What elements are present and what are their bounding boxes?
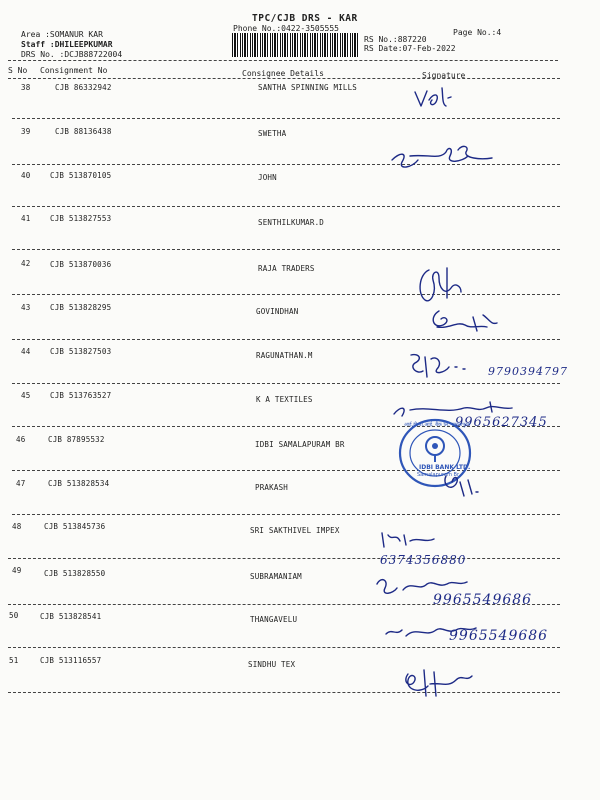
row-consignee: IDBI SAMALAPURAM BR xyxy=(255,440,345,449)
row-consignment: CJB 513763527 xyxy=(50,391,112,400)
signature-38 xyxy=(412,86,462,114)
row-consignee: SANTHA SPINNING MILLS xyxy=(258,83,358,92)
signature-51 xyxy=(400,666,490,702)
stamp-bottom-text: Samalapuram Br. xyxy=(417,472,461,478)
row-consignee: K A TEXTILES xyxy=(256,395,313,404)
col-sno: S No xyxy=(8,66,28,75)
signature-47 xyxy=(440,462,490,502)
row-consignment: CJB 513116557 xyxy=(40,656,102,665)
phone-note-50: 9965549686 xyxy=(449,628,549,644)
signature-39 xyxy=(388,140,498,176)
row-sno: 45 xyxy=(21,391,31,400)
row-divider xyxy=(12,206,560,207)
col-consignee: Consignee Details xyxy=(242,69,324,78)
signature-44 xyxy=(405,349,495,381)
row-consignee: SENTHILKUMAR.D xyxy=(258,218,325,227)
header-divider xyxy=(8,60,558,61)
row-divider xyxy=(12,514,560,515)
row-sno: 48 xyxy=(12,522,22,531)
area-field: Area :SOMANUR KAR xyxy=(21,30,103,39)
phone-note-48: 6374356880 xyxy=(380,553,467,567)
row-divider xyxy=(12,294,560,295)
row-consignee: RAJA TRADERS xyxy=(258,264,315,273)
row-sno: 39 xyxy=(21,127,31,136)
row-sno: 51 xyxy=(9,656,19,665)
row-consignee: SINDHU TEX xyxy=(248,660,296,669)
row-consignment: CJB 86332942 xyxy=(55,83,112,92)
col-signature: Signature xyxy=(422,71,466,80)
rs-number: RS No.:887220 xyxy=(364,35,427,44)
row-sno: 42 xyxy=(21,259,31,268)
row-sno: 49 xyxy=(12,566,22,575)
row-sno: 50 xyxy=(9,611,19,620)
row-consignee: RAGUNATHAN.M xyxy=(256,351,313,360)
phone-note-45: 9965627345 xyxy=(455,415,548,430)
row-divider xyxy=(8,647,560,648)
stamp-brand: IDBI BANK LTD. xyxy=(419,464,471,471)
row-sno: 41 xyxy=(21,214,31,223)
row-consignment: CJB 513828295 xyxy=(50,303,112,312)
staff-field: Staff :DHILEEPKUMAR xyxy=(21,40,113,49)
row-consignment: CJB 513827503 xyxy=(50,347,112,356)
row-divider xyxy=(12,339,560,340)
row-divider xyxy=(12,383,560,384)
page-number: Page No.:4 xyxy=(453,28,502,37)
row-consignee: GOVINDHAN xyxy=(256,307,299,316)
row-sno: 43 xyxy=(21,303,31,312)
row-sno: 44 xyxy=(21,347,31,356)
row-consignment: CJB 87895532 xyxy=(48,435,105,444)
col-consignment: Consignment No xyxy=(40,66,108,75)
row-consignment: CJB 513827553 xyxy=(50,214,112,223)
row-consignment: CJB 513828550 xyxy=(44,569,106,578)
row-sno: 46 xyxy=(16,435,26,444)
row-consignee: JOHN xyxy=(258,173,277,182)
row-consignment: CJB 513870105 xyxy=(50,171,112,180)
row-consignee: SUBRAMANIAM xyxy=(250,572,302,581)
barcode xyxy=(232,33,360,57)
row-divider xyxy=(12,118,560,119)
phone-number: Phone No.:0422-3505555 xyxy=(233,24,339,33)
row-sno: 38 xyxy=(21,83,31,92)
phone-note-44: 9790394797 xyxy=(488,365,568,378)
phone-note-49: 9965549686 xyxy=(433,592,533,608)
row-consignee: SWETHA xyxy=(258,129,287,138)
signature-43 xyxy=(425,307,505,339)
signature-42 xyxy=(415,266,475,306)
drs-number: DRS No. :DCJB88722004 xyxy=(21,50,123,59)
signature-48 xyxy=(378,527,468,551)
rs-date: RS Date:07-Feb-2022 xyxy=(364,44,456,53)
row-consignee: PRAKASH xyxy=(255,483,289,492)
sheet-title: TPC/CJB DRS - KAR xyxy=(252,13,358,24)
row-consignment: CJB 513828541 xyxy=(40,612,102,621)
row-consignee: THANGAVELU xyxy=(250,615,298,624)
row-consignment: CJB 513870036 xyxy=(50,260,112,269)
columns-divider xyxy=(8,78,560,79)
row-sno: 40 xyxy=(21,171,31,180)
row-consignment: CJB 513845736 xyxy=(44,522,106,531)
row-divider xyxy=(8,558,560,559)
row-divider xyxy=(12,249,560,250)
row-consignment: CJB 88136438 xyxy=(55,127,112,136)
row-consignee: SRI SAKTHIVEL IMPEX xyxy=(250,526,340,535)
row-sno: 47 xyxy=(16,479,26,488)
stamp-top-text: आई.डी.बी.आई. बैंक लि. समलापुरम xyxy=(404,422,471,428)
row-consignment: CJB 513828534 xyxy=(48,479,110,488)
